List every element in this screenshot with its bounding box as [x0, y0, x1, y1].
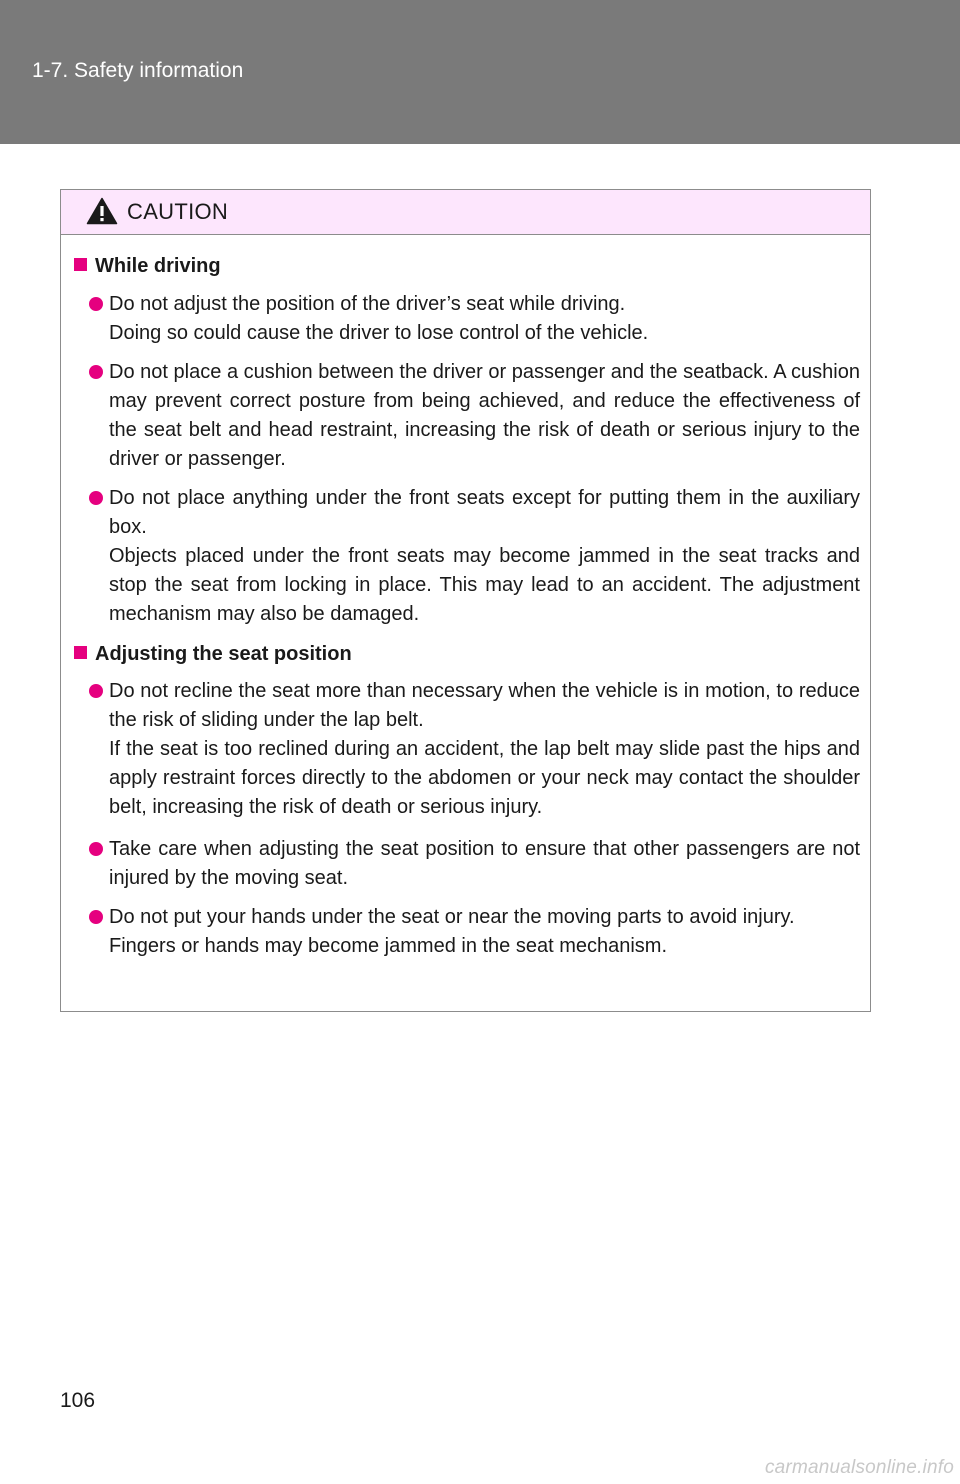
bullet-icon: [89, 365, 103, 379]
bullet-icon: [89, 684, 103, 698]
caution-title: CAUTION: [127, 199, 229, 224]
item-line: Fingers or hands may become jammed in the seat mechanism.: [109, 935, 668, 957]
item-line: Take care when adjusting the seat position to ensure that other passengers are not injured by the moving seat.: [109, 838, 860, 889]
item-line: Doing so could cause the driver to lose control of the vehicle.: [109, 322, 649, 344]
section-heading-text: While driving: [95, 255, 221, 277]
item-line: Do not recline the seat more than necessary when the vehicle is in motion, to reduce the risk of sliding under the lap belt.: [109, 680, 860, 731]
caution-item-text: [109, 677, 860, 822]
item-line: Do not put your hands under the seat or near the moving parts to avoid injury.: [109, 906, 795, 928]
item-line: Do not place a cushion between the driver or passenger and the seatback. A cushion may prevent correct posture from being achieved, and reduce the effectiveness of the seat belt and head restraint, increasing the risk of death or serious injury to the driver or passenger.: [109, 361, 860, 470]
bullet-icon: [89, 910, 103, 924]
section-heading-text: Adjusting the seat position: [95, 643, 352, 665]
page-number: 106: [60, 1389, 96, 1412]
item-line: Do not adjust the position of the driver’s seat while driving.: [109, 293, 626, 315]
caution-box: [60, 189, 871, 1012]
section-square-icon: [74, 646, 87, 659]
watermark: carmanualsonline.info: [764, 1457, 954, 1478]
caution-item-text: [109, 484, 860, 629]
caution-item-text: [109, 835, 860, 893]
caution-item-text: [109, 358, 860, 474]
section-title: 1-7. Safety information: [32, 59, 244, 82]
caution-item-text: [109, 290, 860, 348]
section-heading-while-driving: [74, 255, 221, 278]
section-square-icon: [74, 258, 87, 271]
item-line: If the seat is too reclined during an accident, the lap belt may slide past the hips and apply restraint forces directly to the abdomen or your neck may contact the shoulder belt, increasing the risk of death or serious injury.: [109, 738, 860, 818]
warning-triangle-icon: [86, 197, 118, 225]
item-line: Objects placed under the front seats may become jammed in the seat tracks and stop the seat from locking in place. This may lead to an accident. The adjustment mechanism may also be damaged.: [109, 545, 860, 625]
caution-header: [61, 190, 870, 235]
bullet-icon: [89, 842, 103, 856]
section-heading-adjusting-seat-position: [74, 643, 352, 666]
bullet-icon: [89, 297, 103, 311]
bullet-icon: [89, 491, 103, 505]
caution-item-text: [109, 903, 860, 961]
item-line: Do not place anything under the front seats except for putting them in the auxiliary box.: [109, 487, 860, 538]
